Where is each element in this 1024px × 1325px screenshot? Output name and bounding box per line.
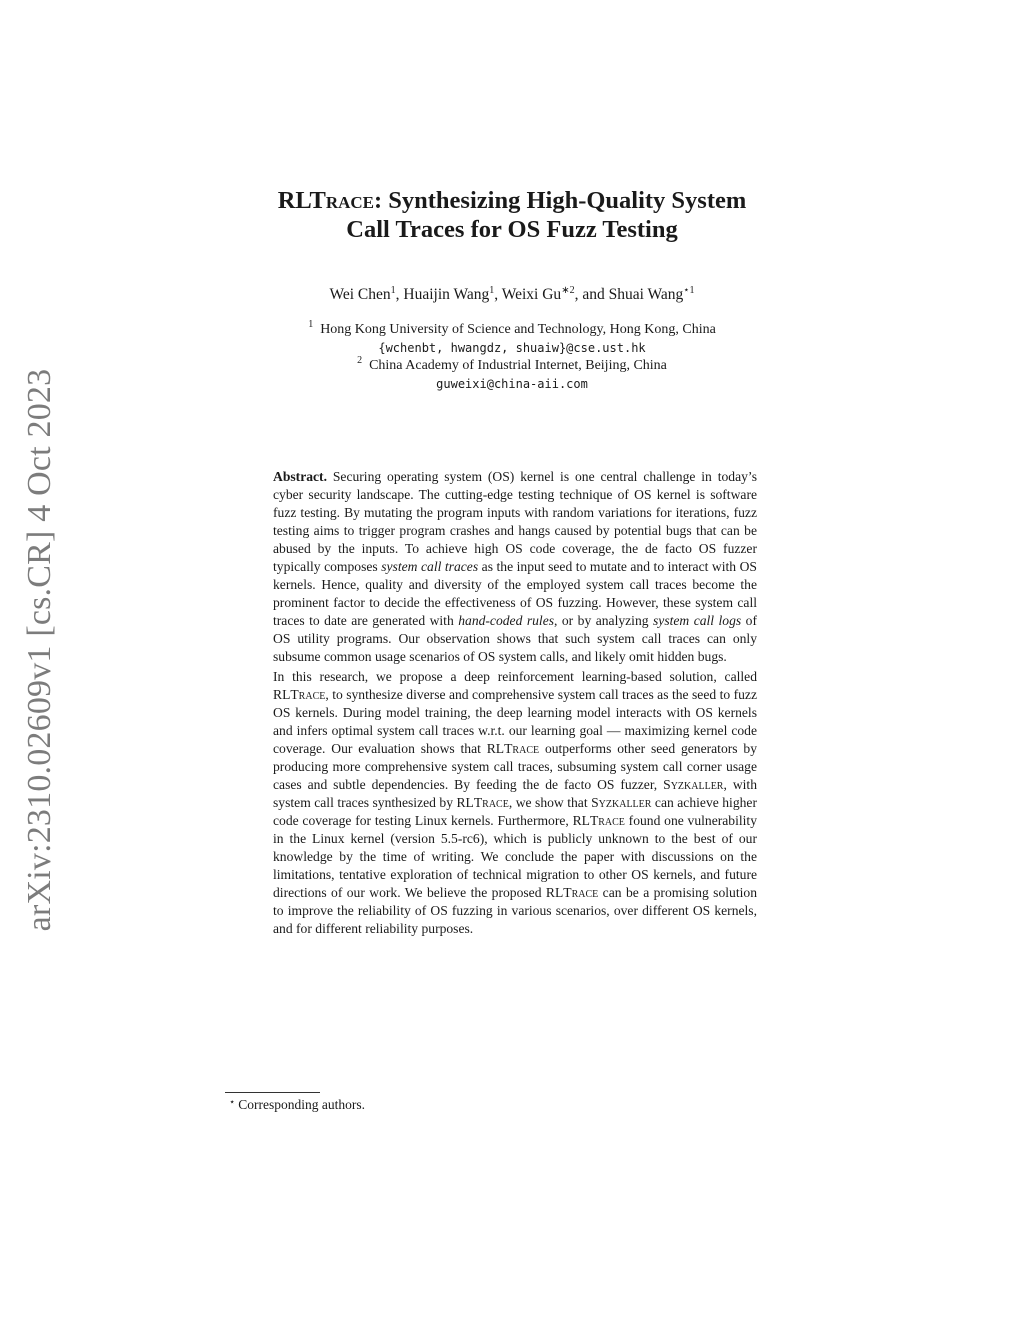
abstract-text: , to synthesize diverse and comprehensive system call traces as the seed to fuzz OS kernels. During model training, the deep learning model interacts with OS kernels and infers optimal system call traces w.r.t. our learning goal — maximizing kernel code coverage. Our evaluation shows that RL [273, 687, 757, 756]
abstract-text: , or by analyzing [554, 613, 653, 628]
footnote-mark: ⋆ [229, 1097, 236, 1108]
abstract-text: of OS utility programs. Our observation shows that such system call traces can only subsume common usage scenarios of OS system calls, and likely omit hidden bugs. [273, 613, 757, 664]
tool-name: Syzkaller [591, 795, 652, 810]
footnote-text: Corresponding authors. [238, 1097, 365, 1112]
abstract-text: can be a promising solution to improve the reliability of OS fuzzing in various scenarios, over different OS kernels, and for different reliability purposes. [273, 885, 757, 936]
author-separator: , [494, 286, 502, 303]
abstract-text: Securing operating system (OS) kernel is one central challenge in today’s cyber security landscape. The cutting-edge testing technique of OS kernel is software fuzz testing. By mutating the program inputs with random variations for iterations, fuzz testing aims to trigger program crashes and hangs caused by potential bugs that can be abused by the inputs. To achieve high OS code coverage, the de facto OS fuzzer typically composes [273, 469, 757, 574]
arxiv-identifier-text: arXiv:2310.02609v1 [cs.CR] 4 Oct 2023 [21, 368, 58, 932]
abstract-text: found one vulnerability in the Linux kernel (version 5.5-rc6), which is publicly unknown to the best of our knowledge by the time of writing. We conclude the paper with discussions on the limitations, tentative exploration of technical migration to other OS kernels, and future directions of our work. We believe the proposed RL [273, 813, 757, 900]
author-affiliation-mark: ∗2 [561, 285, 575, 296]
abstract-emphasis: hand-coded rules [458, 613, 555, 628]
author-list [212, 286, 812, 304]
author-separator: , and [574, 286, 609, 303]
abstract [273, 468, 757, 938]
author-name: Huaijin Wang [403, 286, 490, 303]
paper-title [212, 186, 812, 244]
title-line-2: Call Traces for OS Fuzz Testing [346, 216, 678, 243]
abstract-label: Abstract. [273, 469, 327, 484]
footnote [229, 1097, 365, 1113]
author-name: Shuai Wang [608, 286, 684, 303]
affiliation-2-email: guweixi@china-aii.com [436, 377, 588, 391]
affiliation-1-email: {wchenbt, hwangdz, shuaiw}@cse.ust.hk [378, 341, 646, 355]
abstract-text: In this research, we propose a deep reinforcement learning-based solution, called RL [273, 669, 757, 702]
author-affiliation-mark: 1 [390, 285, 396, 296]
affiliations [212, 321, 812, 393]
footnote-rule [225, 1092, 320, 1093]
author-separator: , [395, 286, 404, 303]
title-line-1 [212, 186, 812, 215]
abstract-emphasis: system call traces [381, 559, 479, 574]
system-name: Trace [290, 687, 326, 702]
system-name: Trace [563, 885, 599, 900]
abstract-paragraph-2 [273, 668, 757, 938]
author-name: Wei Chen [329, 286, 391, 303]
title-system-name: RLTrace [277, 187, 374, 214]
title-line-1-rest: : Synthesizing High-Quality System [373, 187, 747, 214]
abstract-text: as the input seed to mutate and to interact with OS kernels. Hence, quality and diversity of the employed system call traces become the prominent factor to decide the effectiveness of OS fuzzing. However, these system call traces to date are generated with [273, 559, 757, 628]
system-name: Trace [504, 741, 540, 756]
author-affiliation-mark: 1 [489, 285, 495, 296]
system-name: Trace [473, 795, 509, 810]
author-affiliation-mark: ⋆1 [683, 285, 695, 296]
affiliation-2-text: China Academy of Industrial Internet, Beijing, China [369, 358, 667, 373]
abstract-paragraph-1 [273, 468, 757, 666]
affiliation-2 [212, 357, 812, 375]
abstract-emphasis: system call logs [653, 613, 742, 628]
author-name: Weixi Gu [501, 286, 562, 303]
abstract-text: outperforms other seed generators by producing more comprehensive system call traces, subsuming system call corner usage cases and subtle dependencies. By feeding the de facto OS fuzzer, [273, 741, 757, 792]
affiliation-mark: 2 [357, 355, 363, 366]
system-name: Trace [589, 813, 625, 828]
affiliation-mark: 1 [308, 319, 314, 330]
affiliation-1-text: Hong Kong University of Science and Technology, Hong Kong, China [320, 322, 716, 337]
tool-name: Syzkaller [663, 777, 724, 792]
abstract-text: , with system call traces synthesized by RL [273, 777, 757, 810]
abstract-text: , we show that [508, 795, 592, 810]
abstract-text: can achieve higher code coverage for testing Linux kernels. Furthermore, RL [273, 795, 757, 828]
affiliation-1 [212, 321, 812, 339]
